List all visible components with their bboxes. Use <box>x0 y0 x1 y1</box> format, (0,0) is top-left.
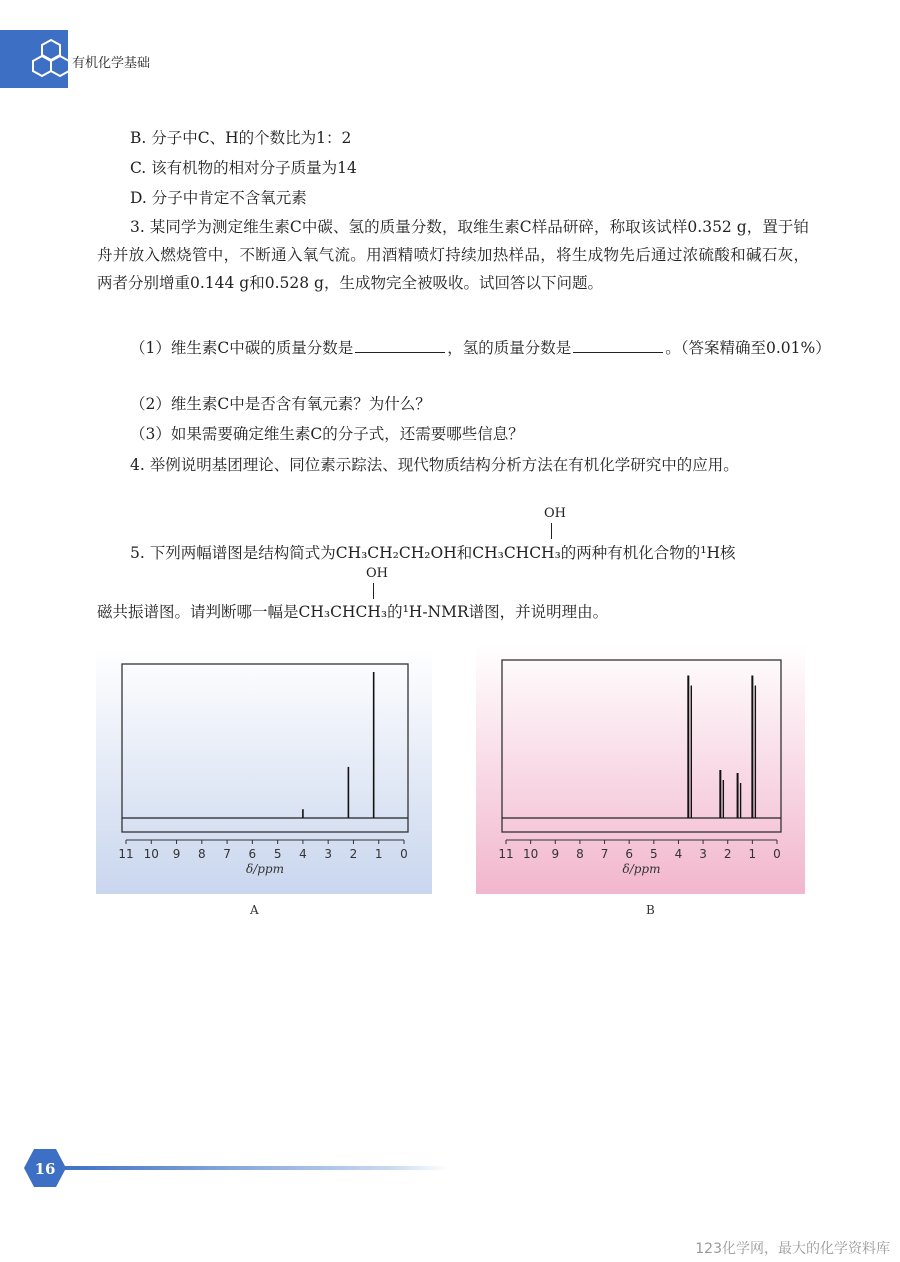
spectrum-tick-label: 6 <box>625 847 634 861</box>
option-d: D. 分子中肯定不含氧元素 <box>130 189 307 207</box>
q3-part1-text-c: 。（答案精确至0.01%） <box>665 339 831 357</box>
question-3-part-1 <box>130 338 831 358</box>
page-rule <box>58 1166 448 1170</box>
spectrum-tick-label: 3 <box>324 847 333 861</box>
bond-line-2 <box>373 583 374 599</box>
spectrum-a-caption: A <box>250 903 259 917</box>
spectrum-xlabel: δ/ppm <box>245 862 285 876</box>
spectrum-tick-label: 10 <box>143 847 159 861</box>
answer-blank-carbon[interactable] <box>355 338 445 353</box>
formula-propanol: CH₃CH₂CH₂OH <box>335 544 457 562</box>
hexagon-logo-icon <box>30 38 72 82</box>
site-watermark: 123化学网，最大的化学资料库 <box>695 1241 890 1257</box>
formula-isopropanol-2: CH₃CHCH₃ <box>298 603 388 621</box>
spectrum-tick-label: 9 <box>172 847 181 861</box>
q5-line2-a: 磁共振谱图。请判断哪一幅是 <box>97 603 299 621</box>
question-5-line-1 <box>130 541 736 563</box>
q3-part1-text-b: ，氢的质量分数是 <box>447 339 572 357</box>
spectrum-tick-label: 7 <box>223 847 231 861</box>
svg-text:16: 16 <box>34 1160 56 1178</box>
option-c: C. 该有机物的相对分子质量为14 <box>130 159 357 177</box>
spectrum-tick-label: 11 <box>118 847 134 861</box>
spectrum-xlabel: δ/ppm <box>622 862 661 876</box>
spectrum-tick-label: 0 <box>773 847 781 861</box>
spectrum-tick-label: 5 <box>273 847 282 861</box>
hydroxyl-label-2: OH <box>366 566 388 581</box>
hydroxyl-label-1: OH <box>544 506 566 521</box>
q5-and: 和 <box>456 544 473 562</box>
question-5-line-2 <box>97 600 608 622</box>
question-4: 4. 举例说明基团理论、同位素示踪法、现代物质结构分析方法在有机化学研究中的应用。 <box>130 456 739 474</box>
bond-line-1 <box>551 523 552 539</box>
spectrum-tick-label: 6 <box>248 847 257 861</box>
spectrum-tick-label: 10 <box>522 847 539 861</box>
spectrum-tick-label: 2 <box>723 847 732 861</box>
q5-nmr: ¹H-NMR谱图，并说明理由。 <box>402 603 609 621</box>
q3-part1-text-a: （1）维生素C中碳的质量分数是 <box>130 339 354 357</box>
q5-nucleus: ¹H核 <box>700 544 736 562</box>
spectrum-tick-label: 0 <box>400 847 408 861</box>
spectrum-tick-label: 11 <box>498 847 514 861</box>
spectrum-tick-label: 8 <box>197 847 206 861</box>
option-b: B. 分子中C、H的个数比为1：2 <box>130 129 352 147</box>
spectrum-tick-label: 4 <box>674 847 683 861</box>
spectrum-tick-label: 5 <box>649 847 658 861</box>
formula-isopropanol: CH₃CHCH₃ <box>472 544 561 562</box>
book-title: 有机化学基础 <box>72 56 151 71</box>
spectrum-tick-label: 1 <box>374 847 383 861</box>
q5-line2-b: 的 <box>387 603 403 621</box>
spectrum-tick-label: 9 <box>551 847 560 861</box>
spectrum-tick-label: 8 <box>576 847 584 861</box>
q5-tail: 的两种有机化合物的 <box>560 544 701 562</box>
q5-lead: 5. 下列两幅谱图是结构简式为 <box>130 544 336 562</box>
answer-blank-hydrogen[interactable] <box>573 338 663 353</box>
spectrum-tick-label: 7 <box>600 847 609 861</box>
spectrum-tick-label: 3 <box>699 847 707 861</box>
nmr-spectrum-b <box>476 644 805 894</box>
spectrum-b-caption: B <box>646 903 655 917</box>
spectrum-tick-label: 2 <box>349 847 358 861</box>
spectrum-tick-label: 1 <box>748 847 757 861</box>
question-3: 3. 某同学为测定维生素C中碳、氢的质量分数，取维生素C样品研碎，称取该试样0.352 g，置于铂舟并放入燃烧管中，不断通入氧气流。用酒精喷灯持续加热样品，将生成物先后通过浓硫酸和碱石灰，两者分别增重0.144 g和0.528 g，生成物完全被吸收。试回答以下问题。 <box>97 218 809 292</box>
page-number-badge <box>22 1147 68 1189</box>
spectrum-tick-label: 4 <box>299 847 307 861</box>
nmr-spectrum-a <box>96 648 432 894</box>
question-3-part-3: （3）如果需要确定维生素C的分子式，还需要哪些信息？ <box>130 425 524 443</box>
question-3-part-2: （2）维生素C中是否含有氧元素？为什么？ <box>130 395 431 413</box>
